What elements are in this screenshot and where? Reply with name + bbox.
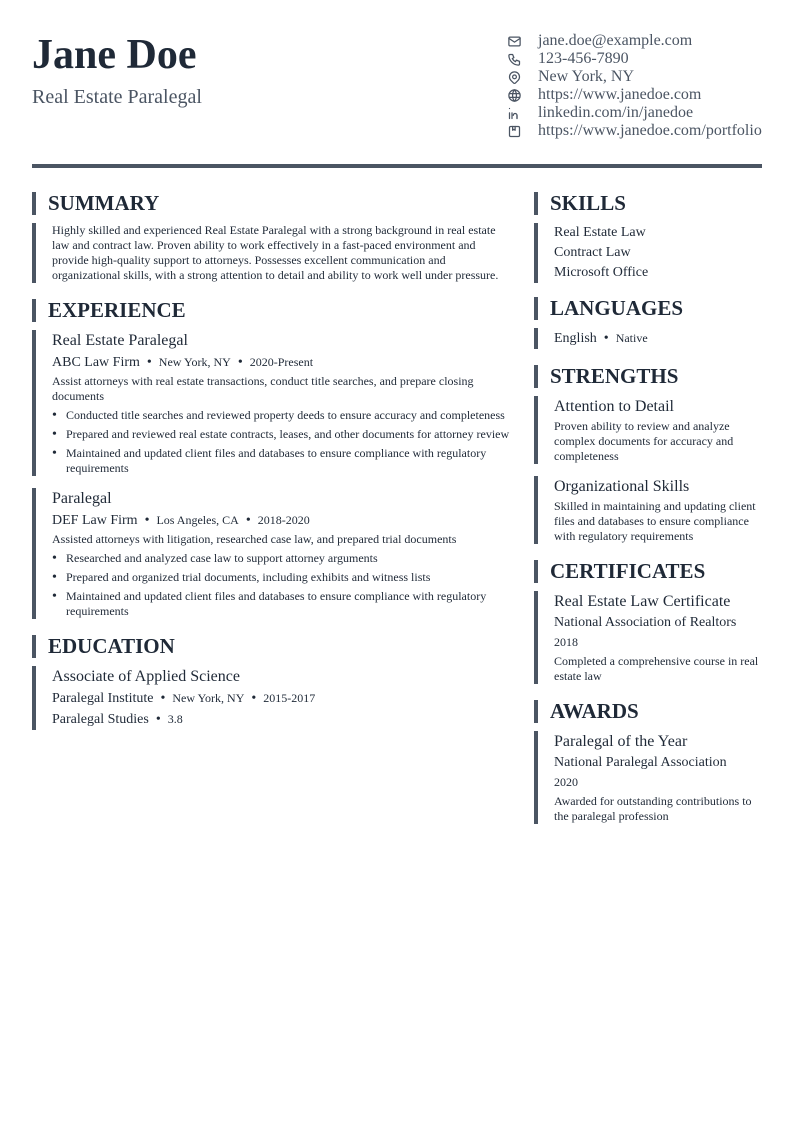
job-dates: 2018-2020 <box>257 513 310 527</box>
job-description: Assist attorneys with real estate transactions, conduct title searches, and prepare closing documents <box>52 374 474 403</box>
strength-title: Attention to Detail <box>554 398 674 415</box>
skill-item: Real Estate Law <box>554 225 646 240</box>
certificate-entry <box>534 591 762 684</box>
education-heading: EDUCATION <box>32 635 510 658</box>
contact-portfolio[interactable] <box>506 122 776 140</box>
language-level: Native <box>615 331 648 345</box>
gpa: 3.8 <box>167 712 183 726</box>
separator-dot: • <box>144 513 150 528</box>
award-year: 2020 <box>554 775 578 789</box>
job-bullet: • Researched and analyzed case law to support attorney arguments <box>52 551 510 566</box>
separator-dot: • <box>251 691 257 706</box>
strength-text: Proven ability to review and analyze complex documents for accuracy and completeness <box>554 419 734 463</box>
language-entry <box>534 328 762 349</box>
job-dates: 2020-Present <box>249 355 314 369</box>
education-field-row <box>52 709 510 730</box>
experience-heading: EXPERIENCE <box>32 299 510 322</box>
skill-item: Microsoft Office <box>554 265 649 280</box>
job-meta <box>52 352 510 373</box>
summary-section <box>32 192 510 283</box>
award-text: Awarded for outstanding contributions to the paralegal profession <box>554 794 752 823</box>
separator-dot: • <box>245 513 251 528</box>
skill-item: Contract Law <box>554 245 631 260</box>
contact-email-text: jane.doe@example.com <box>538 32 693 49</box>
certificate-text: Completed a comprehensive course in real estate law <box>554 654 759 683</box>
contact-website-text: https://www.janedoe.com <box>538 86 702 103</box>
globe-icon <box>506 87 522 103</box>
job-bullet: • Prepared and organized trial documents, including exhibits and witness lists <box>52 570 510 585</box>
job-company: DEF Law Firm <box>52 513 138 528</box>
header-divider <box>32 164 762 168</box>
strengths-heading: STRENGTHS <box>534 365 762 388</box>
job-bullets <box>52 551 510 619</box>
map-pin-icon <box>506 69 522 85</box>
job-company: ABC Law Firm <box>52 355 140 370</box>
education-section <box>32 635 510 730</box>
language-name: English <box>554 331 597 346</box>
strength-entry <box>534 476 762 544</box>
certificate-title: Real Estate Law Certificate <box>554 593 731 610</box>
school: Paralegal Institute <box>52 691 154 706</box>
right-column <box>534 192 762 824</box>
contact-email[interactable] <box>506 32 776 50</box>
resume-header <box>32 30 762 150</box>
award-issuer: National Paralegal Association <box>554 755 727 770</box>
school-location: New York, NY <box>172 691 245 705</box>
summary-heading: SUMMARY <box>32 192 510 215</box>
education-entry <box>32 666 510 730</box>
experience-section <box>32 299 510 619</box>
candidate-name: Jane Doe <box>32 32 197 78</box>
separator-dot: • <box>160 691 166 706</box>
contact-location <box>506 68 776 86</box>
strength-title: Organizational Skills <box>554 478 690 495</box>
contact-website[interactable] <box>506 86 776 104</box>
education-meta <box>52 688 510 709</box>
skills-section <box>534 192 762 283</box>
job-bullet: • Conducted title searches and reviewed property deeds to ensure accuracy and completeness <box>52 408 510 423</box>
separator-dot: • <box>603 331 609 346</box>
job-meta <box>52 510 510 531</box>
job-description: Assisted attorneys with litigation, researched case law, and prepared trial documents <box>52 532 457 546</box>
degree: Associate of Applied Science <box>52 668 240 685</box>
job-role: Real Estate Paralegal <box>52 332 188 349</box>
linkedin-icon <box>506 105 522 121</box>
awards-heading: AWARDS <box>534 700 762 723</box>
contact-phone[interactable] <box>506 50 776 68</box>
job-location: Los Angeles, CA <box>156 513 239 527</box>
strengths-section <box>534 365 762 544</box>
summary-text: Highly skilled and experienced Real Estate Paralegal with a strong background in real estate law and contract law. Proven ability to work effectively in a fast-paced environment and provide high-quality support to attorneys. Possesses excellent communication and organizational skills, with a strong attention to detail and ability to work well under pressure. <box>32 223 510 283</box>
job-bullet: • Maintained and updated client files and databases to ensure compliance with regulatory requirements <box>52 589 510 619</box>
left-column <box>32 192 510 730</box>
job-location: New York, NY <box>158 355 231 369</box>
mail-icon <box>506 33 522 49</box>
languages-heading: LANGUAGES <box>534 297 762 320</box>
separator-dot: • <box>155 712 161 727</box>
contact-location-text: New York, NY <box>538 68 635 85</box>
skills-heading: SKILLS <box>534 192 762 215</box>
award-title: Paralegal of the Year <box>554 733 688 750</box>
separator-dot: • <box>237 355 243 370</box>
education-dates: 2015-2017 <box>263 691 316 705</box>
certificate-issuer: National Association of Realtors <box>554 615 737 630</box>
contact-linkedin-text: linkedin.com/in/janedoe <box>538 104 694 121</box>
strength-entry <box>534 396 762 464</box>
contact-linkedin[interactable] <box>506 104 776 122</box>
skills-list <box>534 223 762 283</box>
candidate-title: Real Estate Paralegal <box>32 86 202 108</box>
certificates-section <box>534 560 762 684</box>
phone-icon <box>506 51 522 67</box>
job-bullet: • Maintained and updated client files and databases to ensure compliance with regulatory requirements <box>52 446 510 476</box>
certificates-heading: CERTIFICATES <box>534 560 762 583</box>
experience-entry <box>32 488 510 619</box>
awards-section <box>534 700 762 824</box>
contact-phone-text: 123-456-7890 <box>538 50 629 67</box>
separator-dot: • <box>146 355 152 370</box>
bookmark-icon <box>506 123 522 139</box>
job-role: Paralegal <box>52 490 112 507</box>
award-entry <box>534 731 762 824</box>
job-bullet: • Prepared and reviewed real estate contracts, leases, and other documents for attorney review <box>52 427 510 442</box>
experience-entry <box>32 330 510 476</box>
job-bullets <box>52 408 510 476</box>
languages-section <box>534 297 762 349</box>
contact-portfolio-text: https://www.janedoe.com/portfolio <box>538 122 762 139</box>
strength-text: Skilled in maintaining and updating client files and databases to ensure compliance with regulatory requirements <box>554 499 756 543</box>
contact-list <box>506 32 776 140</box>
certificate-year: 2018 <box>554 635 578 649</box>
field-of-study: Paralegal Studies <box>52 712 149 727</box>
